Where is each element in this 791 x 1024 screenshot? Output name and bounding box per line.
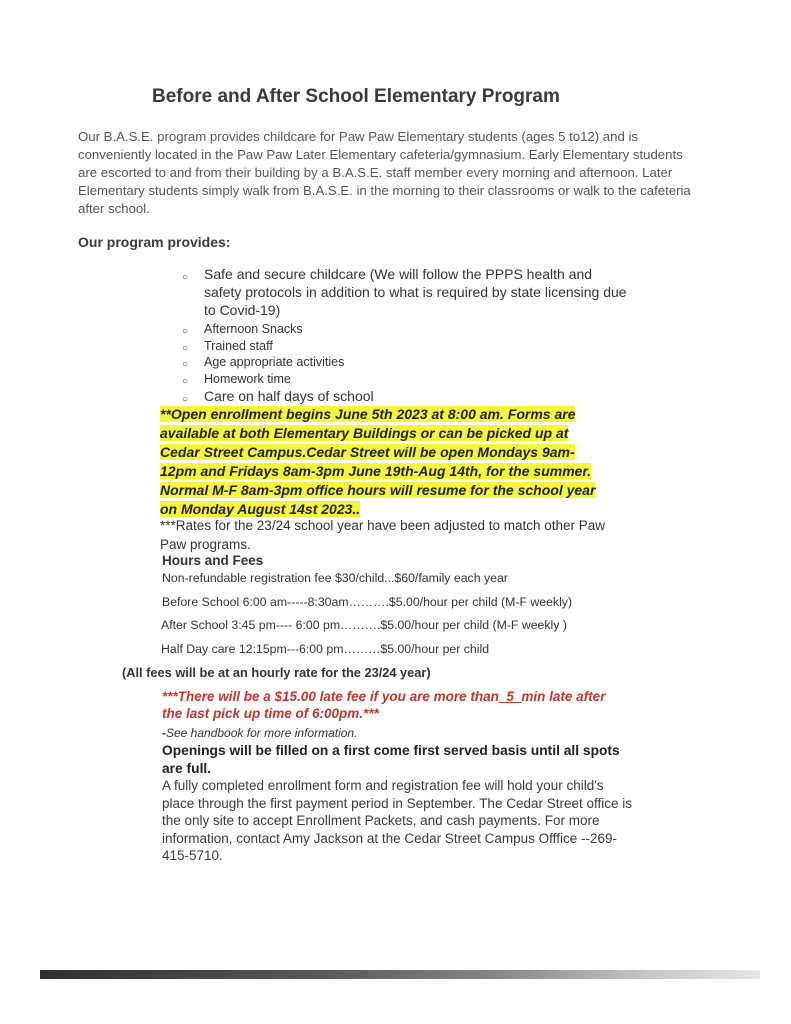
page-title: Before and After School Elementary Program	[152, 86, 560, 107]
after-school-fee: After School 3:45 pm---- 6:00 pm……….$5.00/hour per child (M-F weekly )	[161, 618, 567, 632]
list-item	[182, 387, 632, 405]
list-item-text: Safe and secure childcare (We will follow the PPPS health and safety protocols in addition to what is required by state licensing due to Covid-19)	[204, 266, 627, 318]
all-fees-note: (All fees will be at an hourly rate for the 23/24 year)	[122, 665, 431, 680]
late-fee-minutes: _5_	[498, 689, 522, 704]
list-item	[182, 321, 632, 338]
list-item-text: Trained staff	[204, 338, 273, 353]
intro-paragraph	[78, 128, 703, 218]
circle-bullet-icon: ○	[182, 359, 189, 370]
intro-text: Our B.A.S.E. program provides childcare for Paw Paw Elementary students (ages 5 to12) and is conveniently located in the Paw Paw Later Elementary cafeteria/gymnasium. Early Elementary students are escorted to and from their building by a B.A.S.E. staff member every morning and afternoon. Later Elementary students simply walk from B.A.S.E. in the morning to their classrooms or walk to the cafeteria after school.	[78, 129, 691, 216]
late-fee-notice	[162, 688, 622, 722]
before-school-fee: Before School 6:00 am-----8:30am……….$5.00/hour per child (M-F weekly)	[162, 595, 573, 609]
list-item	[182, 265, 632, 319]
list-item-text: Afternoon Snacks	[204, 322, 303, 336]
registration-fee: Non-refundable registration fee $30/child...$60/family each year	[162, 571, 508, 585]
circle-bullet-icon: ○	[182, 272, 189, 283]
late-fee-text-end: min late after the last pick up time of 6:00pm.***	[162, 689, 606, 721]
handbook-text: See handbook for more information.	[166, 726, 358, 740]
late-fee-text-start: ***There will be a $15.00 late fee if you are more than	[162, 689, 499, 704]
hours-fees-heading: Hours and Fees	[162, 553, 264, 568]
handbook-note	[162, 726, 357, 740]
list-item-text: Age appropriate activities	[204, 355, 345, 369]
circle-bullet-icon: ○	[182, 394, 189, 405]
rates-note: ***Rates for the 23/24 school year have been adjusted to match other Paw Paw programs.	[160, 518, 606, 552]
list-item	[182, 338, 632, 355]
enrollment-notice	[160, 405, 610, 519]
circle-bullet-icon: ○	[182, 326, 189, 337]
half-day-fee: Half Day care 12:15pm---6:00 pm………$5.00/hour per child	[161, 642, 490, 656]
list-item	[182, 371, 632, 388]
handbook-dash: -	[162, 726, 166, 740]
provides-heading: Our program provides:	[78, 234, 231, 250]
list-item	[182, 354, 632, 371]
list-item-text: Homework time	[204, 371, 291, 386]
list-item-text: Care on half days of school	[204, 388, 374, 404]
openings-note: Openings will be filled on a first come first served basis until all spots are full.	[162, 743, 620, 776]
circle-bullet-icon: ○	[182, 375, 189, 387]
provides-list	[182, 265, 632, 407]
completion-note: A fully completed enrollment form and registration fee will hold your child's place through the first payment period in September. The Cedar Street office is the only site to accept Enrollment Packets, and cash payments. For more information, contact Amy Jackson at the Cedar Street Campus Offfice --269-415-5710.	[162, 778, 633, 863]
scan-edge-divider	[40, 970, 760, 979]
circle-bullet-icon: ○	[182, 342, 189, 354]
enrollment-notice-text: **Open enrollment begins June 5th 2023 at 8:00 am. Forms are available at both Elementary Buildings or can be picked up at Cedar Street Campus.Cedar Street will be open Mondays 9am-12pm and Fridays 8am-3pm June 19th-Aug 14th, for the summer. Normal M-F 8am-3pm office hours will resume for the school year on Monday August 14st 2023..	[160, 406, 596, 517]
